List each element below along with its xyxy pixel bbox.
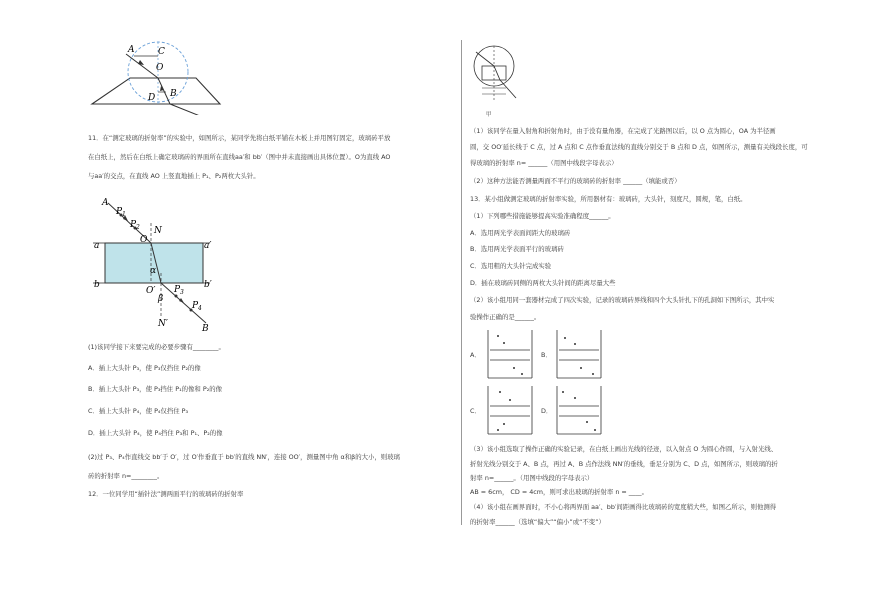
fig1-label-d: D: [148, 93, 156, 103]
column-divider: [461, 40, 462, 525]
q13-sub3-line4: AB = 6cm， CD = 4cm，则可求出玻璃的折射率 n = ____。: [470, 488, 648, 496]
q13-box-option-c: C．: [470, 407, 481, 415]
fig2-label-a-right: a′: [204, 241, 212, 251]
fig2-label-p1: P: [116, 207, 123, 217]
q13-sub4-line2: 的折射率______（选填“偏大”“偏小”或“不变”）: [470, 518, 605, 526]
q12-stem: 12．一位同学用“插针法”测两面平行的玻璃砖的折射率: [88, 490, 244, 498]
fig2-label-p3: P: [174, 285, 181, 295]
fig2-label-a-left: a: [94, 241, 100, 251]
q13-line1: 13．某小组做测定玻璃的折射率实验，所用器材有：玻璃砖，大头针，刻度尺，圆规，笔，白纸。: [470, 195, 747, 203]
q11-sub1-option-d: D．插上大头针 P₄，使 P₄挡住 P₃和 P₁、P₂的像: [88, 429, 223, 437]
p1-line2: 圆，交 OO′延长线于 C 点，过 A 点和 C 点作垂直法线的直线分别交于 B 点和 D 点，如图所示，测量有关线段长度，可: [470, 143, 808, 151]
q11-sub2-line2: 砖的折射率 n=________。: [88, 472, 164, 480]
fig2-label-p4-sub: 4: [198, 305, 202, 312]
box-figure-b: [553, 328, 605, 380]
q11-line2: 在白纸上，然后在白纸上确定玻璃砖的界面所在直线aa′和 bb′（图中并未直接画出具体位置）。O为直线 AO: [88, 153, 391, 161]
fig1-label-c: C: [158, 47, 165, 57]
box-figure-a: [484, 328, 536, 380]
fig2-label-p1-sub: 1: [122, 211, 126, 218]
box-figure-c: [484, 384, 536, 436]
fig1-label-o: O: [156, 63, 164, 73]
q13-option-c: C．选用粗的大头针完成实验: [470, 262, 552, 270]
q13-option-b: B．选用两光学表面平行的玻璃砖: [470, 245, 564, 253]
fig2-label-beta: β: [158, 294, 164, 304]
q13-box-option-b: B．: [541, 351, 552, 359]
fig2-label-p3-sub: 3: [180, 289, 184, 296]
q11-sub2-line1: (2)过 P₃、P₄作直线交 bb′于 O′，过 O′作垂直于 bb′的直线 NN′，连接 OO′，测量图中角 α和β的大小，则玻璃: [88, 453, 400, 461]
q13-option-d: D．插在玻璃砖同侧的两枚大头针间的距离尽量大些: [470, 279, 616, 287]
figure-circle-block: [470, 40, 530, 112]
fig2-label-b-point: B: [202, 324, 209, 334]
p1-line3: 得玻璃的折射率 n= ______（用图中线段字母表示）: [470, 159, 618, 167]
p1-line1: （1）该同学在量入射角和折射角时，由于没有量角器，在完成了光路图以后，以 O 点为圆心，OA 为半径画: [470, 127, 776, 135]
q13-sub2-line1: （2）该小组用同一套器材完成了四次实验，记录的玻璃砖界线和四个大头针扎下的孔洞如下图所示，其中实: [470, 296, 775, 304]
fig1-label-b: B: [170, 89, 177, 99]
fig2-label-alpha: α: [150, 266, 157, 276]
fig2-label-o: O: [140, 235, 148, 245]
q13-sub4-line1: （4）该小组在画界面时，不小心将两界面 aa′、bb′间距画得比玻璃砖的宽度稍大些，如图乙所示，则他测得: [470, 503, 777, 511]
figure-glass-slab: [88, 193, 228, 335]
q11-sub1-stem: (1)该同学接下来要完成的必要步骤有________。: [88, 343, 225, 351]
q13-sub3-line3: 射率 n=______。（用图中线段的字母表示）: [470, 474, 594, 482]
q13-box-option-a: A．: [470, 351, 481, 359]
q11-sub1-option-a: A．插上大头针 P₃，使 P₃仅挡住 P₂的像: [88, 364, 201, 372]
fig-top-caption: 甲: [486, 112, 492, 118]
q13-option-a: A．选用两光学表面间距大的玻璃砖: [470, 229, 571, 237]
q11-line3: 与aa′的交点，在直线 AO 上竖直地插上 P₁、P₂两枚大头针。: [88, 172, 260, 180]
fig2-label-p4: P: [192, 301, 199, 311]
q11-sub1-option-c: C．插上大头针 P₄，使 P₄仅挡住 P₃: [88, 407, 189, 415]
fig2-label-b-right: b′: [204, 280, 212, 290]
q13-sub3-line2: 折射光线分别交于 A、B 点，再过 A、B 点作法线 NN′的垂线，垂足分别为 C、D 点，如图所示，则玻璃的折: [470, 460, 778, 468]
q13-box-option-d: D．: [541, 407, 553, 415]
fig2-label-a: A: [102, 198, 109, 208]
q13-sub3-line1: （3）该小组选取了操作正确的实验记录，在白纸上画出光线的径迹，以入射点 O 为圆心作圆，与入射光线、: [470, 445, 778, 453]
q11-sub1-option-b: B．插上大头针 P₃，使 P₃挡住 P₁的像和 P₂的像: [88, 385, 223, 393]
fig2-label-p2: P: [130, 220, 137, 230]
fig2-label-p2-sub: 2: [136, 224, 140, 231]
fig2-label-n-prime: N′: [158, 319, 168, 329]
fig2-label-n: N: [154, 226, 162, 236]
figure-trapezoid-circle: [88, 40, 228, 115]
q13-sub2-line2: 验操作正确的是______。: [470, 313, 541, 321]
q13-sub1: （1）下列哪些措施能够提高实验准确程度______。: [470, 212, 615, 220]
p2-line: （2）这种方法能否测量两面不平行的玻璃砖的折射率 ______（填能或否）: [470, 177, 681, 185]
fig2-label-b-left: b: [94, 280, 100, 290]
fig2-label-o-prime: O′: [146, 286, 156, 296]
q11-line1: 11．在“测定玻璃的折射率”的实验中，如图所示，某同学先将白纸平铺在木板上并用图钉固定，玻璃砖平放: [88, 134, 391, 142]
box-figure-d: [553, 384, 605, 436]
fig1-label-a: A: [128, 45, 135, 55]
